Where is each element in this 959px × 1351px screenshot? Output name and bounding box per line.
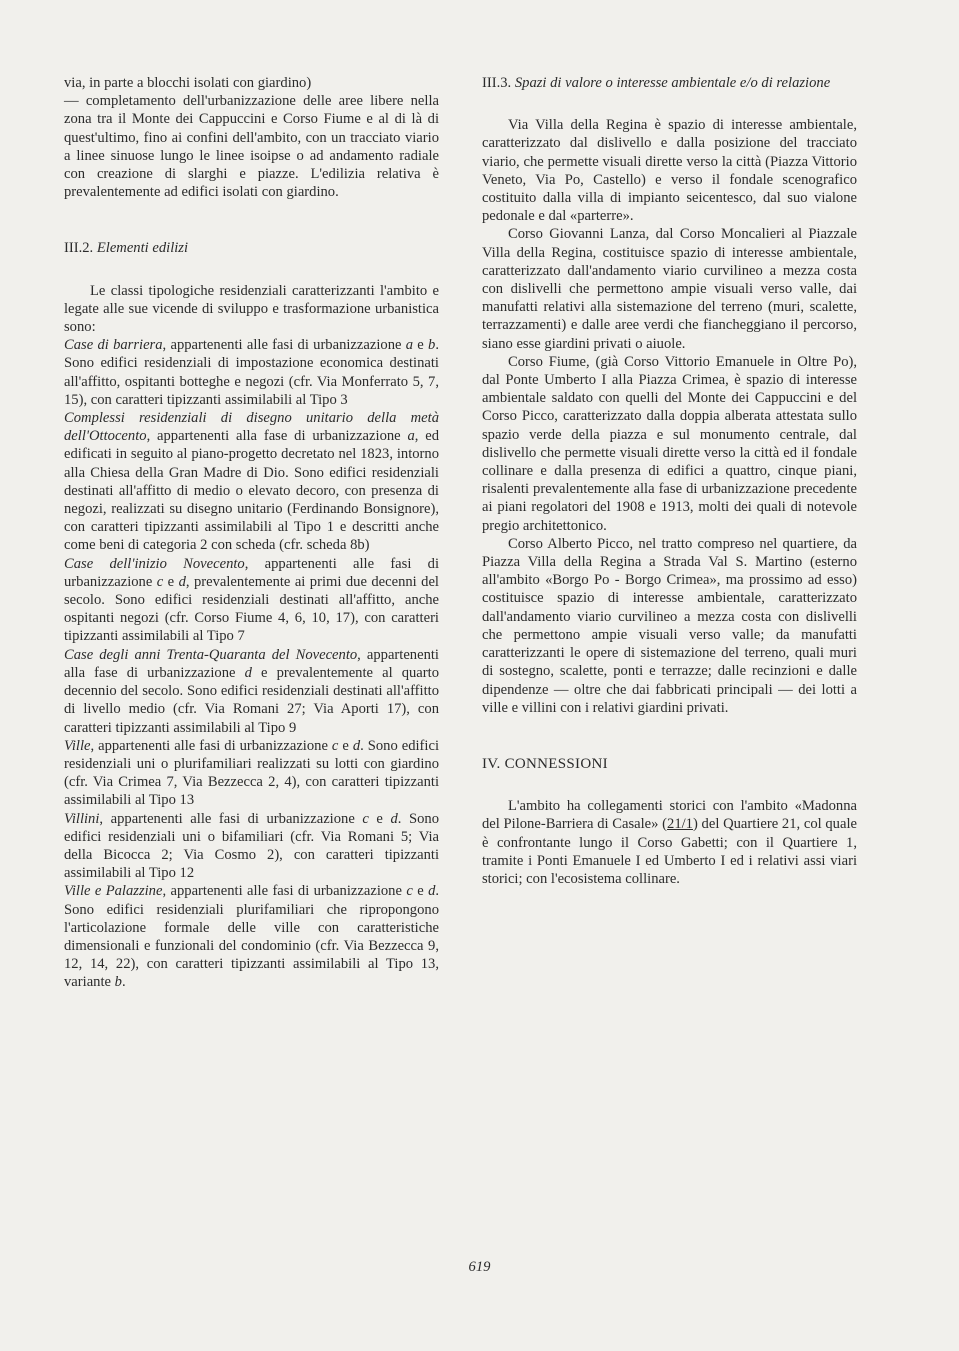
intro-paragraph: — completamento dell'urbanizzazione delle aree libere nella zona tra il Monte dei Cappuccini e Corso Fiume e al di là di quest'ultimo, fino ai confini dell'ambito, con un tracciato viario a linee sinuose lungo le linee isoipse o ad andamento radiale con creazione di slarghi e piazze. L'edilizia relativa è prevalentemente ad edifici isolati con giardino. (64, 93, 439, 201)
heading-number: III.2. (64, 240, 94, 257)
entry-villini: Villini, appartenenti alle fasi di urbanizzazione c e d. Sono edifici residenziali uni o bifamiliari (cfr. Via Romani 5; Via della Bicocca 2; Via Cosmo 2), con caratteri tipizzanti assimilabili al Tipo 12 (64, 810, 439, 882)
entry-case-barriera: Case di barriera, appartenenti alle fasi di urbanizzazione a e b. Sono edifici residenziali di impostazione economica destinati all'affitto, ospitanti botteghe e negozi (cfr. Via Monferrato 5, 7, 15), con caratteri tipizzanti assimilabili al Tipo 3 (64, 337, 439, 408)
heading-title: Spazi di valore o interesse ambientale e/o di relazione (514, 75, 831, 91)
ambito-reference: 21/1 (667, 816, 693, 833)
lead-paragraph: Le classi tipologiche residenziali caratterizzanti l'ambito e legate alle sue vicende di sviluppo e trasformazione urbanistica sono: (64, 282, 439, 336)
entry-case-anni-trenta: Case degli anni Trenta-Quaranta del Novecento, appartenenti alla fase di urbanizzazione d e prevalentemente al quarto decennio del secolo. Sono edifici residenziali destinati all'affitto di livello medio (cfr. Via Romani 27; Via Aporti 17), con caratteri tipizzanti assimilabili al Tipo 9 (64, 646, 439, 736)
heading-number: III.3. (482, 75, 512, 91)
left-column (64, 74, 439, 992)
paragraph-connessioni: L'ambito ha collegamenti storici con l'ambito «Madonna del Pilone-Barriera di Casale» (21/1) del Quartiere 21, col quale è confrontante lungo il Corso Gabetti; con il Quartiere 1, tramite i Ponti Emanuele I ed Umberto I ed i relativi assi viari storici; con l'ecosistema collinare. (482, 798, 857, 887)
page-number: 619 (468, 1259, 491, 1275)
section-heading-iii-3 (482, 74, 857, 92)
paragraph-corso-fiume: Corso Fiume, (già Corso Vittorio Emanuele in Oltre Po), dal Ponte Umberto I alla Piazza Crimea, è spazio di interesse ambientale saldato con quelli del Monte dei Cappuccini e del Corso Picco, caratterizzato dalla doppia alberata attestata sullo spazio verde della piazza e sul monumento centrale, dal dislivello che permette visuali dirette verso la città ed il fondale collinare e dalla presenza di edifici a quattro, cinque piani, risalenti prevalentemente alla fase di urbanizzazione precedente ai piani regolatori del 1908 e 1913, molti dei quali di notevole pregio architettonico. (482, 353, 857, 534)
heading-title: Elementi edilizi (96, 240, 189, 257)
intro-line: via, in parte a blocchi isolati con giardino) (64, 75, 312, 91)
entry-case-inizio-novecento: Case dell'inizio Novecento, appartenenti alle fasi di urbanizzazione c e d, prevalentemente ai primi due decenni del secolo. Sono edifici residenziali destinati all'affitto, anche ospitanti negozi (cfr. Corso Fiume 4, 6, 10, 17), con caratteri tipizzanti assimilabili al Tipo 7 (64, 555, 440, 645)
section-heading-iii-2 (64, 239, 439, 257)
section-heading-iv: IV. CONNESSIONI (482, 755, 608, 772)
entry-ville: Ville, appartenenti alle fasi di urbanizzazione c e d. Sono edifici residenziali uni o plurifamiliari realizzati su lotti con giardino (cfr. Via Crimea 7, Via Bezzecca 2, 4), con caratteri tipizzanti assimilabili al Tipo 13 (64, 737, 440, 809)
entry-complessi-residenziali: Complessi residenziali di disegno unitario della metà dell'Ottocento, appartenenti alla fase di urbanizzazione a, ed edificati in seguito al piano-progetto decretato nel 1823, intorno alla Chiesa della Gran Madre di Dio. Sono edifici residenziali destinati all'affitto di medio o elevato decoro, con presenza di negozi, realizzati su disegno unitario (Ferdinando Bonsignore), con caratteri tipizzanti assimilabili al Tipo 1 e descritti anche come beni di categoria 2 con scheda (cfr. scheda 8b) (64, 410, 440, 554)
right-column (482, 74, 857, 888)
paragraph-via-villa-regina: Via Villa della Regina è spazio di interesse ambientale, caratterizzato dal dislivello e dalla posizione del tracciato viario, che permette visuali dirette verso la città (Piazza Vittorio Veneto, Via Po, Castello) e verso il fondale scenografico costituito dalla villa di impianto seicentesco, dal suo vialone pedonale e dal «parterre». (482, 117, 857, 225)
entry-ville-palazzine: Ville e Palazzine, appartenenti alle fasi di urbanizzazione c e d. Sono edifici residenziali plurifamiliari che ripropongono l'articolazione formale delle ville con caratteristiche dimensionali e funzionali del condominio (cfr. Via Bezzecca 9, 12, 14, 22), con caratteri tipizzanti assimilabili al Tipo 13, variante b. (64, 883, 440, 991)
paragraph-corso-picco: Corso Alberto Picco, nel tratto compreso nel quartiere, da Piazza Villa della Regina a Strada Val S. Martino (esterno all'ambito «Borgo Po - Borgo Crimea», ma prossimo ad esso) costituisce spazio di interesse ambientale, caratterizzato dall'andamento viario curvilineo a mezza costa con dislivelli che permettono ampie visuali verso valle; da manufatti caratterizzanti le opere di sistemazione del terreno, quali muri di sostegno, scalette, ponti e terrazze; dalle recinzioni e dalle dipendenze — oltre che dai fabbricati principali — dei lotti a ville e villini con i relativi giardini privati. (482, 535, 857, 716)
paragraph-corso-lanza: Corso Giovanni Lanza, dal Corso Moncalieri al Piazzale Villa della Regina, costituisce spazio di interesse ambientale, caratterizzato dall'andamento viario curvilineo a mezza costa con dislivelli che permettono ampie visuali verso valle, dai manufatti relativi alla sistemazione del terreno (muri, scalette, terrazzamenti) e dalle aree verdi che fiancheggiano il percorso, siano esse giardini privati o aiuole. (482, 226, 857, 352)
